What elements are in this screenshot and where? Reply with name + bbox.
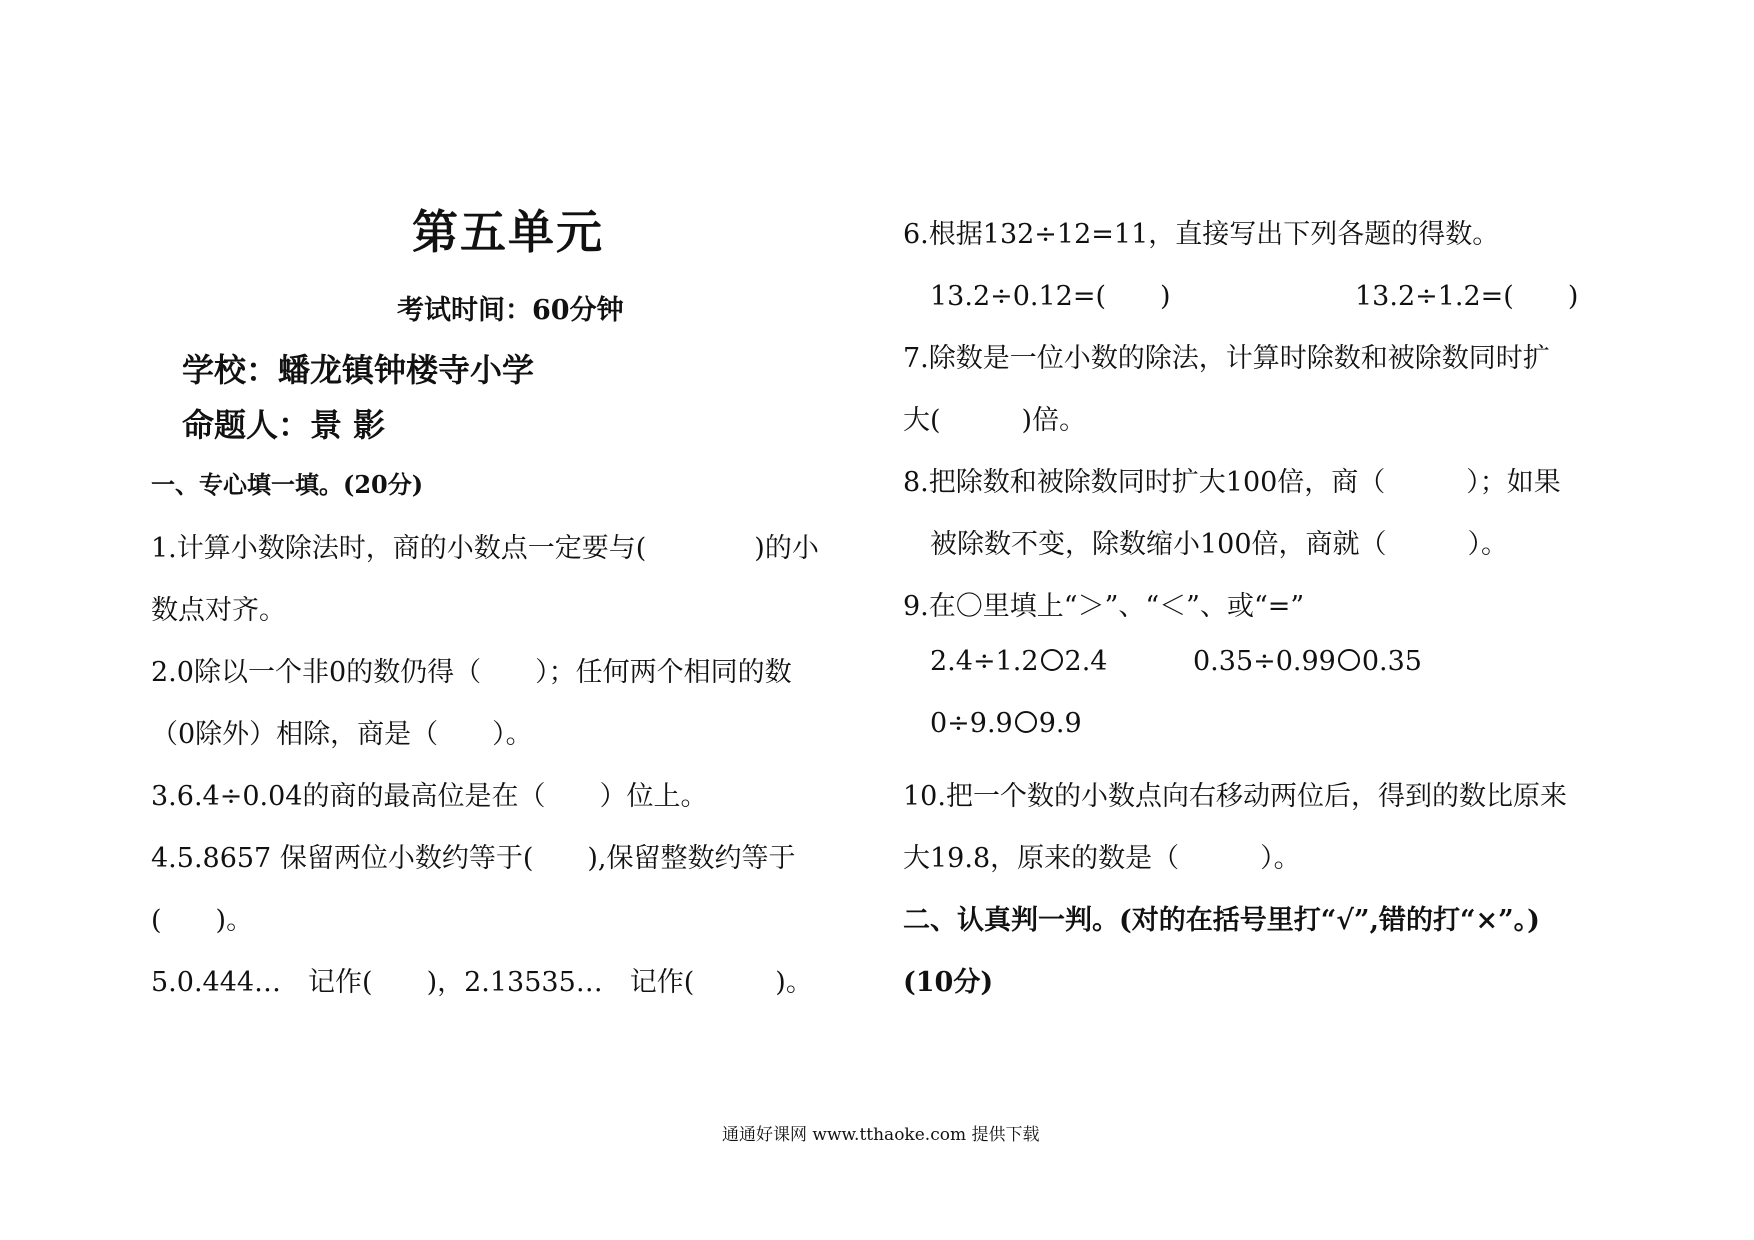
question-2-line-1: 2.0除以一个非0的数仍得（ ）；任何两个相同的数 (151, 657, 792, 688)
question-9c-right: 9.9 (1038, 708, 1082, 739)
question-3: 3.6.4÷0.04的商的最高位是在（ ）位上。 (151, 781, 708, 812)
question-4-line-1: 4.5.8657 保留两位小数约等于( ),保留整数约等于 (151, 843, 796, 874)
question-6: 6.根据132÷12=11，直接写出下列各题的得数。 (903, 219, 1500, 250)
compare-circle-icon (1338, 649, 1360, 671)
section-2-heading-line-2: (10分) (903, 967, 994, 998)
compare-circle-icon (1041, 649, 1063, 671)
section-1-heading: 一、专心填一填。(20分) (151, 470, 424, 499)
question-4-line-2: ( )。 (151, 905, 254, 936)
question-9: 9.在〇里填上“＞”、“＜”、或“=” (903, 591, 1305, 622)
question-10-line-2: 大19.8，原来的数是（ ）。 (903, 843, 1301, 874)
compare-circle-icon (1015, 711, 1037, 733)
question-6a: 13.2÷0.12=( ) (930, 281, 1171, 312)
page-title: 第五单元 (412, 205, 604, 259)
question-2-line-2: （0除外）相除，商是（ ）。 (151, 719, 533, 750)
question-8-line-2: 被除数不变，除数缩小100倍，商就（ ）。 (930, 529, 1509, 560)
question-1-line-1: 1.计算小数除法时，商的小数点一定要与( )的小 (151, 533, 819, 564)
question-9b-left: 0.35÷0.99 (1193, 646, 1336, 677)
question-9b-right: 0.35 (1361, 646, 1422, 677)
question-9c (930, 708, 1082, 739)
question-10-line-1: 10.把一个数的小数点向右移动两位后，得到的数比原来 (903, 781, 1567, 812)
question-8-line-1: 8.把除数和被除数同时扩大100倍，商（ ）；如果 (903, 467, 1561, 498)
exam-time: 考试时间：60分钟 (397, 295, 624, 326)
question-1-line-2: 数点对齐。 (151, 595, 286, 626)
question-5: 5.0.444… 记作( )，2.13535… 记作( )。 (151, 967, 813, 998)
question-9a-left: 2.4÷1.2 (930, 646, 1039, 677)
question-9a-right: 2.4 (1064, 646, 1108, 677)
question-9b (1193, 646, 1422, 677)
author-name: 命题人：景 影 (182, 406, 386, 444)
question-9c-left: 0÷9.9 (930, 708, 1013, 739)
section-2-heading-line-1: 二、认真判一判。(对的在括号里打“√”,错的打“×”。) (903, 905, 1540, 936)
question-6b: 13.2÷1.2=( ) (1355, 281, 1579, 312)
school-name: 学校：蟠龙镇钟楼寺小学 (182, 351, 535, 389)
question-9a (930, 646, 1107, 677)
footer-credit: 通通好课网 www.tthaoke.com 提供下载 (722, 1125, 1040, 1145)
question-7-line-1: 7.除数是一位小数的除法，计算时除数和被除数同时扩 (903, 343, 1550, 374)
question-7-line-2: 大( )倍。 (903, 405, 1087, 436)
